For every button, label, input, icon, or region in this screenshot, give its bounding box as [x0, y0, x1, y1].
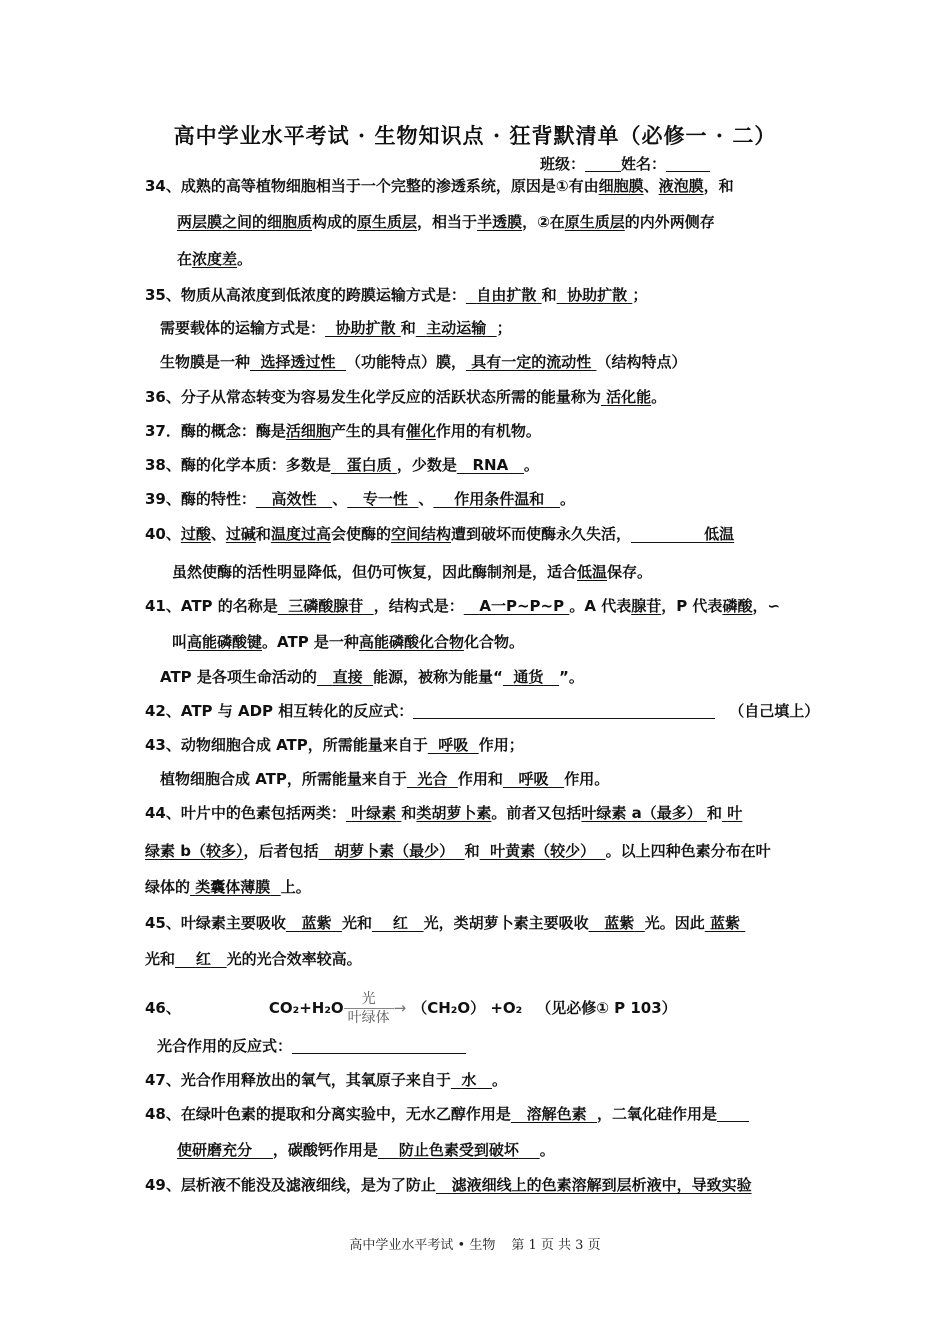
q40-text: 保存。	[607, 563, 653, 581]
q46-note: （见必修① P 103）	[536, 999, 677, 1017]
q41-text: 叫	[172, 633, 188, 651]
q46-condition-light: 光	[344, 990, 394, 1009]
q35-text: 35、物质从高浓度到低浓度的跨膜运输方式是：	[145, 286, 466, 304]
q44-answer-7: 类囊体薄膜	[195, 878, 271, 896]
q35-answer-4: 主动运输	[426, 319, 487, 337]
q38-line	[145, 455, 539, 475]
q34-text: 34、成熟的高等植物细胞相当于一个完整的渗透系统，原因是①有由	[145, 177, 599, 195]
q40-line2	[172, 562, 652, 582]
q45-text: 光。因此	[644, 914, 705, 932]
q44-text: 和	[707, 804, 723, 822]
q36-text: 。	[651, 388, 667, 406]
q43-answer-3: 呼吸	[518, 770, 549, 788]
q46-product: （CH₂O） +O₂	[412, 999, 523, 1017]
q45-text: 光和	[342, 914, 373, 932]
q40-answer-2: 过碱	[225, 525, 256, 543]
q36-line	[145, 387, 666, 407]
q44-answer-6: 叶黄素（较少）	[490, 842, 596, 860]
q48-answer-1: 溶解色素	[526, 1105, 587, 1123]
q40-line1	[145, 524, 734, 544]
q43-text: 作用。	[564, 770, 610, 788]
q41-answer-6: 高能磷酸化合物	[358, 633, 464, 651]
q41-text: ，P 代表	[661, 597, 723, 615]
q47-line	[145, 1070, 507, 1090]
q36-answer-1: 活化能	[606, 388, 652, 406]
q34-answer-1: 细胞膜	[598, 177, 644, 195]
q35-text: ；	[632, 286, 648, 304]
q44-answer-3: 叶绿素 a（最多）	[581, 804, 702, 822]
q35-text: 需要载体的运输方式是：	[160, 319, 326, 337]
q44-text: 和	[401, 804, 417, 822]
q48-text: ，二氧化硅作用是	[597, 1105, 718, 1123]
q44-text: 。前者又包括	[491, 804, 582, 822]
q47-answer-1: 水	[461, 1071, 477, 1089]
q45-text: 光和	[145, 950, 176, 968]
q46-line2	[157, 1036, 466, 1056]
q46-answer-blank[interactable]	[292, 1037, 466, 1054]
q35-text: 生物膜是一种	[160, 353, 251, 371]
class-name-line	[540, 153, 710, 174]
q46-line1	[145, 990, 677, 1027]
q35-answer-6: 具有一定的流动性	[471, 353, 592, 371]
q41-line1	[145, 596, 780, 616]
q44-text: 绿体的	[145, 878, 191, 896]
q42-text: 42、ATP 与 ADP 相互转化的反应式：	[145, 702, 414, 720]
q45-text: 光，类胡萝卜素主要吸收	[423, 914, 589, 932]
q45-text: 45、叶绿素主要吸收	[145, 914, 286, 932]
q39-sep: 、	[418, 490, 434, 508]
q39-answer-3: 作用条件温和	[454, 490, 545, 508]
q42-text: （自己填上）	[729, 702, 820, 720]
q34-text: ，②在	[522, 213, 565, 231]
q41-text: ，∽	[752, 597, 781, 615]
q34-line3	[177, 249, 252, 269]
q46-reactant: CO₂+H₂O	[268, 999, 344, 1017]
q43-line1	[145, 735, 524, 755]
q42-answer-blank[interactable]	[413, 702, 715, 719]
q35-answer-5: 选择透过性	[260, 353, 336, 371]
q40-answer-3: 温度过高	[270, 525, 331, 543]
q41-text: ，结构式是：	[373, 597, 464, 615]
q46-text: 光合作用的反应式：	[157, 1037, 293, 1055]
class-blank[interactable]	[585, 156, 621, 172]
q43-answer-2: 光合	[417, 770, 448, 788]
q48-blank-tail	[717, 1105, 749, 1122]
q48-line2	[177, 1140, 555, 1160]
q46-condition-chloroplast: 叶绿体	[347, 1010, 390, 1026]
q40-text: 和	[255, 525, 271, 543]
q46-number: 46、	[145, 999, 181, 1017]
name-label: 姓名：	[621, 155, 667, 173]
q45-answer-4: 蓝紫	[710, 914, 741, 932]
q43-text: 植物细胞合成 ATP，所需能量来自于	[160, 770, 407, 788]
q44-line1	[145, 803, 742, 823]
q34-text: 构成的	[312, 213, 358, 231]
q45-line2	[145, 949, 362, 969]
q35-answer-2: 协助扩散	[567, 286, 628, 304]
page-title: 高中学业水平考试 · 生物知识点 · 狂背默清单（必修一 · 二）	[173, 123, 777, 148]
q41-line3	[160, 667, 584, 687]
q34-answer-7: 浓度差	[192, 250, 238, 268]
q44-answer-2: 类胡萝卜素	[416, 804, 492, 822]
q36-text: 36、分子从常态转变为容易发生化学反应的活跃状态所需的能量称为	[145, 388, 601, 406]
q44-text: 和	[464, 842, 480, 860]
q41-answer-3: 腺苷	[631, 597, 662, 615]
q34-text: ，和	[703, 177, 734, 195]
q40-answer-4: 空间结构	[390, 525, 451, 543]
q37-text: 37．酶的概念：酶是	[145, 422, 286, 440]
q39-line	[145, 489, 575, 509]
q34-text: 在	[177, 250, 193, 268]
page-footer	[0, 1234, 950, 1253]
q45-answer-1: 蓝紫	[301, 914, 332, 932]
q40-text: 遭到破坏而使酶永久失活，	[450, 525, 631, 543]
q44-text: ，后者包括	[243, 842, 319, 860]
q45-answer-2: 红	[392, 914, 408, 932]
q41-text: 。ATP 是一种	[262, 633, 359, 651]
q34-sep: 、	[643, 177, 659, 195]
q44-line2	[145, 841, 771, 861]
name-blank[interactable]	[666, 156, 710, 172]
q35-answer-1: 自由扩散	[476, 286, 537, 304]
q40-answer-5: 低温	[704, 525, 735, 543]
q38-answer-2: RNA	[472, 456, 509, 474]
q35-answer-3: 协助扩散	[335, 319, 396, 337]
q49-answer-1: 滤液细线上的色素溶解到层析液中，导致实验	[451, 1176, 752, 1194]
q44-answer-4b: 绿素 b（较多）	[145, 842, 244, 860]
q49-text: 49、层析液不能没及滤液细线，是为了防止	[145, 1176, 436, 1194]
q37-text: 作用的有机物。	[435, 422, 541, 440]
q41-text: 。A 代表	[569, 597, 632, 615]
q38-answer-1: 蛋白质	[346, 456, 392, 474]
q41-answer-2: A一P~P~P	[479, 597, 565, 615]
q34-answer-3: 两层膜之间的细胞质	[177, 213, 313, 231]
footer-subject: 高中学业水平考试 • 生物	[349, 1238, 496, 1253]
q35-line3	[160, 352, 686, 372]
q41-text: ATP 是各项生命活动的	[160, 668, 317, 686]
q44-text: 。以上四种色素分布在叶	[605, 842, 771, 860]
reaction-arrow-icon: →	[393, 999, 407, 1017]
q40-text: 会使酶的	[330, 525, 391, 543]
q49-line	[145, 1175, 752, 1195]
q35-text: ；	[496, 319, 512, 337]
q45-text: 光的光合效率较高。	[226, 950, 362, 968]
q48-text: 。	[539, 1141, 555, 1159]
q43-answer-1: 呼吸	[438, 736, 469, 754]
q41-line2	[172, 632, 524, 652]
q34-answer-6: 原生质层	[564, 213, 625, 231]
q45-answer-5: 红	[195, 950, 211, 968]
q34-text: 。	[237, 250, 253, 268]
q40-text: 40、	[145, 525, 181, 543]
q43-text: 作用；	[478, 736, 524, 754]
q34-text: 的内外两侧存	[624, 213, 715, 231]
q39-text: 。	[559, 490, 575, 508]
q48-answer-3: 防止色素受到破坏	[398, 1141, 519, 1159]
q47-text: 。	[492, 1071, 508, 1089]
q48-text: 48、在绿叶色素的提取和分离实验中，无水乙醇作用是	[145, 1105, 511, 1123]
q34-text: ，相当于	[417, 213, 478, 231]
q44-line3	[145, 877, 311, 897]
q35-line2	[160, 318, 512, 338]
q45-line1	[145, 913, 745, 933]
q45-answer-3: 蓝紫	[604, 914, 635, 932]
q44-text: 上。	[280, 878, 311, 896]
q48-line1	[145, 1104, 749, 1124]
q48-answer-2: 使研磨充分	[177, 1141, 253, 1159]
q41-answer-8: 通货	[513, 668, 544, 686]
q37-line	[145, 421, 541, 441]
q35-text: （结构特点）	[596, 353, 687, 371]
q41-answer-5: 高能磷酸键	[187, 633, 263, 651]
q41-text: 化合物。	[463, 633, 524, 651]
q34-line1	[145, 176, 734, 196]
q35-text: 和	[541, 286, 557, 304]
q44-answer-4a: 叶	[727, 804, 743, 822]
q40-sep: 、	[210, 525, 226, 543]
q44-text: 44、叶片中的色素包括两类：	[145, 804, 346, 822]
q39-answer-1: 高效性	[271, 490, 317, 508]
q40-text: 虽然使酶的活性明显降低，但仍可恢复，因此酶制剂是，适合	[172, 563, 578, 581]
q38-text: 38、酶的化学本质：多数是	[145, 456, 331, 474]
q41-text: 能源，被称为能量“	[373, 668, 503, 686]
q40-answer-6: 低温	[577, 563, 608, 581]
q42-line	[145, 701, 819, 721]
q37-answer-2: 催化	[405, 422, 436, 440]
q38-text: ，少数是	[396, 456, 457, 474]
q34-answer-2: 液泡膜	[658, 177, 704, 195]
q44-answer-1: 叶绿素	[351, 804, 397, 822]
q43-text: 43、动物细胞合成 ATP，所需能量来自于	[145, 736, 428, 754]
q39-sep: 、	[332, 490, 348, 508]
q43-text: 作用和	[457, 770, 503, 788]
q47-text: 47、光合作用释放出的氧气，其氧原子来自于	[145, 1071, 451, 1089]
footer-page-number: 第 1 页 共 3 页	[511, 1238, 601, 1253]
q41-answer-4: 磷酸	[722, 597, 753, 615]
q46-condition	[344, 990, 394, 1027]
q41-answer-1: 三磷酸腺苷	[288, 597, 364, 615]
q40-answer-1: 过酸	[180, 525, 211, 543]
class-label: 班级：	[540, 155, 586, 173]
q34-answer-4: 原生质层	[357, 213, 418, 231]
q37-text: 产生的具有	[330, 422, 406, 440]
q34-line2	[177, 212, 715, 232]
q38-text: 。	[523, 456, 539, 474]
q35-text: （功能特点）膜，	[345, 353, 466, 371]
q43-line2	[160, 769, 609, 789]
q39-answer-2: 专一性	[362, 490, 408, 508]
q41-answer-7: 直接	[332, 668, 363, 686]
q39-text: 39、酶的特性：	[145, 490, 256, 508]
q41-text: 41、ATP 的名称是	[145, 597, 278, 615]
q41-text: ”。	[559, 668, 584, 686]
q37-answer-1: 活细胞	[285, 422, 331, 440]
q34-answer-5: 半透膜	[477, 213, 523, 231]
q35-text: 和	[400, 319, 416, 337]
q48-text: ，碳酸钙作用是	[272, 1141, 378, 1159]
q35-line1	[145, 285, 647, 305]
q44-answer-5: 胡萝卜素（最少）	[334, 842, 455, 860]
